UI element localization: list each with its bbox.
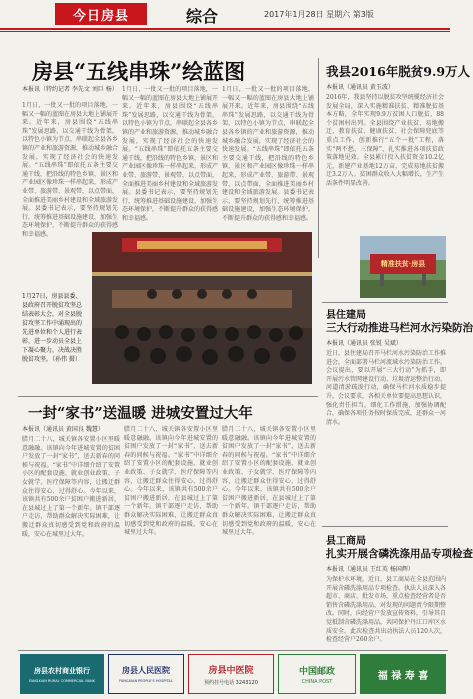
column-divider	[318, 58, 319, 258]
story3-headline: 三大行动推进马栏河水污染防治	[326, 322, 473, 334]
ad-china-post-english: CHINA POST	[301, 678, 333, 685]
story1-body-col3: 1月日，一批又一批的项目落地，一幅又一幅的蓝图在房县大地上铺展开来。近年来，房县围绕“五线串珠”发展思路，以交通干线为骨架，以特色小镇为节点，串联起全县各乡镇的产业和旅游资源，推动城乡融合发展，实现了经济社会的快速发展。“五线串珠”即依托五条主要交通干线，把沿线的特色乡镇、景区和产业园区像珍珠一样串起来，形成产业带、旅游带、景观带，以点带面，全面推进美丽乡村建设和全域旅游发展。县委书记表示，要坚持规划先行，统筹推进基础设施建设，加强生态环境保护，不断提升群众的获得感和幸福感。	[222, 86, 314, 222]
meeting-photo-image	[92, 232, 312, 384]
story4-headline: 一封“家书”送温暖 进城安置过大年	[28, 405, 253, 422]
story4-body-col3: 腊月二十八，城关镇各安置小区里暖意融融。该镇向今年进城安置的贫困户发放了一封“家书”，送去新春的问候与祝福。“家书”中详细介绍了安置小区的配套设施、就业创业政策、子女就学、医疗保障等内容，让搬迁群众住得安心、过得舒心。今年以来，该镇共有500余户贫困户搬进新居，在县城过上了第一个新年。镇干部逐户走访，帮助群众解决实际困难，让搬迁群众真切感受到党和政府的温暖，安心在城里过大年。	[222, 426, 316, 537]
ad-rural-bank-english: FANGXIAN RURAL COMMERCIAL BANK	[28, 678, 96, 683]
ad-blessing: 福 禄 寿 喜	[360, 654, 446, 694]
masthead	[0, 0, 450, 34]
story1-body-col2: 1月日，一批又一批的项目落地，一幅又一幅的蓝图在房县大地上铺展开来。近年来，房县围绕“五线串珠”发展思路，以交通干线为骨架，以特色小镇为节点，串联起全县各乡镇的产业和旅游资源，推动城乡融合发展，实现了经济社会的快速发展。“五线串珠”即依托五条主要交通干线，把沿线的特色乡镇、景区和产业园区像珍珠一样串起来，形成产业带、旅游带、景观带，以点带面，全面推进美丽乡村建设和全域旅游发展。县委书记表示，要坚持规划先行，统筹推进基础设施建设，加强生态环境保护，不断提升群众的获得感和幸福感。	[122, 86, 219, 222]
story5-body: 为保护水环境，近日，县工商局在全县范围内开展含磷洗涤用品专项检查。执法人员深入各超市、商店、批发市场，重点检查经营者是否销售含磷洗涤用品，对发现的问题责令限期整改。同时，向经营户发放宣传资料，引导其自觉抵制含磷洗涤用品，共同保护丹江口库区水质安全。此次检查共出动执法人员120人次，检查经营户260余户。	[326, 576, 447, 644]
ad-rural-bank	[20, 654, 104, 694]
date-line: 2017年1月28日 星期六 第3版	[264, 10, 374, 19]
ad-tcm-hospital	[188, 654, 274, 694]
story5-byline: 本报讯（通讯员 王红英 杨国辉）	[326, 566, 414, 573]
meeting-photo	[92, 232, 312, 384]
ad-divider	[18, 650, 448, 651]
ad-tcm-hospital-phone: 预约挂号电话 3243120	[204, 679, 258, 686]
story1-headline: 房县“五线串珠”绘蓝图	[32, 59, 246, 84]
ad-people-hospital	[108, 654, 184, 694]
ad-china-post	[278, 654, 356, 694]
section-title: 综合	[186, 7, 219, 26]
story2-headline: 我县2016年脱贫9.9万人	[326, 64, 471, 79]
story2-body: 2016年，我县坚持以脱贫攻坚统揽经济社会发展全局，深入实施精准扶贫、精准脱贫基本方略，全年实现9.9万贫困人口脱贫，88个贫困村出列。全县围绕产业扶贫、易地搬迁、教育扶贫、健康扶贫、社会保障兜底等重点工作，创新推行“五个一批”工程，落实“两不愁、三保障”，扎实推进各项扶贫政策落地见效。全县累计投入扶贫资金10.2亿元，新建产业基地12万亩，完成易地扶贫搬迁3.2万人。贫困群众收入大幅增长，生产生活条件明显改善。	[326, 94, 444, 187]
ad-china-post-name: 中国邮政	[298, 666, 335, 677]
story5-headline: 扎实开展含磷洗涤用品专项检查	[326, 548, 473, 560]
poverty-sign-text: 精准扶贫·房县	[380, 259, 426, 268]
mid-divider	[18, 396, 318, 397]
story2-byline: 本报讯（通讯员 黄玉波）	[326, 84, 394, 91]
masthead-rule-thin	[0, 31, 450, 32]
masthead-rule	[0, 28, 450, 30]
newspaper-logo: 今日房县	[55, 3, 147, 25]
story4-body-col1: 腊月二十八，城关镇各安置小区里暖意融融。该镇向今年进城安置的贫困户发放了一封“家书”，送去新春的问候与祝福。“家书”中详细介绍了安置小区的配套设施、就业创业政策、子女就学、医疗保障等内容，让搬迁群众住得安心、过得舒心。今年以来，该镇共有500余户贫困户搬进新居，在县城过上了第一个新年。镇干部逐户走访，帮助群众解决实际困难，让搬迁群众真切感受到党和政府的温暖，安心在城里过大年。	[22, 436, 120, 538]
right-divider-1	[322, 302, 448, 303]
ad-tcm-hospital-name: 房县中医院	[208, 665, 254, 676]
story1-body-col1: 1月日，一批又一批的项目落地，一幅又一幅的蓝图在房县大地上铺展开来。近年来，房县围绕“五线串珠”发展思路，以交通干线为骨架，以特色小镇为节点，串联起全县各乡镇的产业和旅游资源，推动城乡融合发展，实现了经济社会的快速发展。“五线串珠”即依托五条主要交通干线，把沿线的特色乡镇、景区和产业园区像珍珠一样串起来，形成产业带、旅游带、景观带，以点带面，全面推进美丽乡村建设和全域旅游发展。县委书记表示，要坚持规划先行，统筹推进基础设施建设，加强生态环境保护，不断提升群众的获得感和幸福感。	[22, 102, 119, 238]
story3-byline: 本报讯（通讯员 张锐 吴斌）	[326, 340, 402, 347]
poverty-sign-photo	[360, 236, 446, 298]
story4-byline: 本报讯（通讯员 黄国良 魏慧）	[22, 426, 104, 433]
right-divider-2	[322, 526, 448, 527]
story3-body: 近日，县住建局召开马栏河水污染防治工作推进会，全面部署马栏河流域水污染防治工作。会议提出，要以开展“三大行动”为抓手，即开展污水管网建设行动、垃圾清运整治行动、河道清淤疏浚行动，确保马栏河水质稳步提升。会议要求，各相关单位要提高思想认识，强化责任担当，细化工作措施，加强协调配合，确保各项任务按时保质完成，还群众一河清水。	[326, 350, 447, 426]
story5-dept: 县工商局	[326, 536, 366, 547]
ad-people-hospital-name: 房县人民医院	[122, 666, 170, 675]
story1-byline: 本报讯（特约记者 李先文 刘巨 杨）	[22, 86, 118, 93]
ad-rural-bank-name: 房县农村商业银行	[34, 666, 90, 675]
photo1-caption: 1月27日，房县县委、县政府召开脱贫攻坚总结表彰大会，对全县脱贫攻坚工作中涌现出的先进单位和个人进行表彰，进一步动员全县上下凝心聚力，决战决胜脱贫攻坚。（孙伟 摄）	[22, 293, 83, 363]
story3-dept: 县住建局	[326, 310, 366, 321]
ad-people-hospital-english: FANGXIAN PEOPLE'S HOSPITAL	[119, 679, 173, 683]
story4-body-col2: 腊月二十八，城关镇各安置小区里暖意融融。该镇向今年进城安置的贫困户发放了一封“家书”，送去新春的问候与祝福。“家书”中详细介绍了安置小区的配套设施、就业创业政策、子女就学、医疗保障等内容，让搬迁群众住得安心、过得舒心。今年以来，该镇共有500余户贫困户搬进新居，在县城过上了第一个新年。镇干部逐户走访，帮助群众解决实际困难，让搬迁群众真切感受到党和政府的温暖，安心在城里过大年。	[124, 426, 218, 537]
